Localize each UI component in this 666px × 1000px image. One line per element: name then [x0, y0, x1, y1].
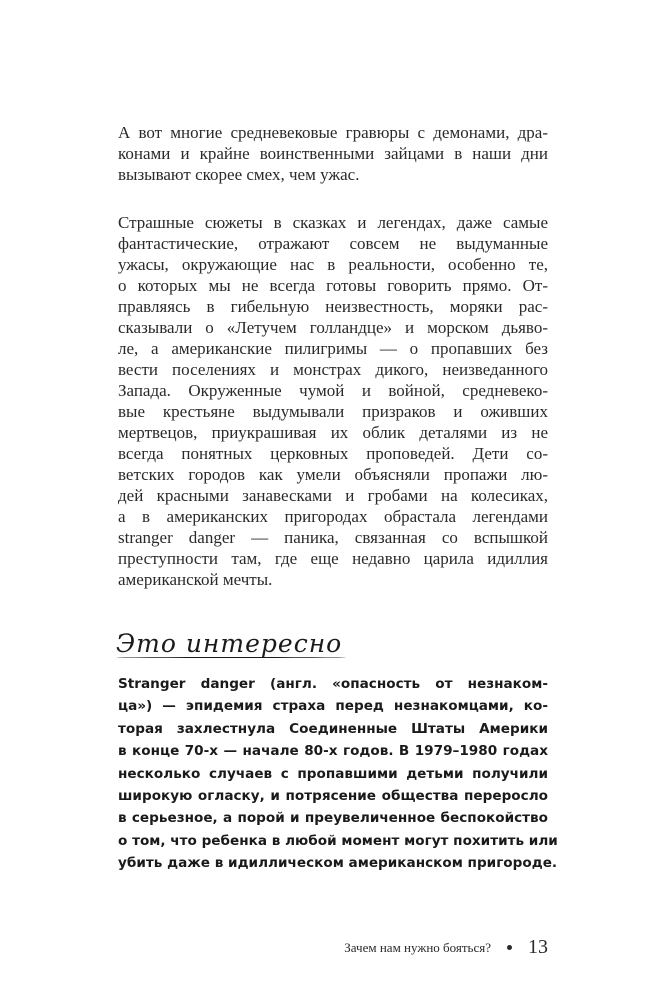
- text-line: мертвецов, приукрашивая их облик деталями из не: [118, 423, 548, 442]
- text-line: фантастические, отражают совсем не выдуманные: [118, 234, 548, 253]
- text-line: конами и крайне воинственными зайцами в наши дни: [118, 144, 548, 163]
- sidebar-heading: Это интересно: [116, 629, 343, 658]
- page-number: 13: [528, 936, 548, 958]
- text-line: всегда понятных церковных проповедей. Дети со-: [118, 444, 548, 463]
- text-line: ужасы, окружающие нас в реальности, особенно те,: [118, 255, 548, 274]
- text-line: Запада. Окруженные чумой и войной, средневеко-: [118, 381, 548, 400]
- text-line: правляясь в гибельную неизвестность, моряки рас-: [118, 297, 548, 316]
- text-line: ветских городов как умели объясняли пропажи лю-: [118, 465, 548, 484]
- text-line: ле, а американские пилигримы — о пропавших без: [118, 339, 548, 358]
- page-footer: [300, 936, 548, 959]
- text-line: ца») — эпидемия страха перед незнакомцами, ко-: [118, 698, 548, 715]
- text-line: американской мечты.: [118, 570, 273, 589]
- text-line: сказывали о «Летучем голландце» и морском дьяво-: [118, 318, 548, 337]
- text-line: о которых мы не всегда готовы говорить прямо. От-: [118, 276, 548, 295]
- text-line: дей красными занавесками и гробами на колесиках,: [118, 486, 548, 505]
- text-line: а в американских пригородах обрастала легендами: [118, 507, 548, 526]
- text-line: торая захлестнула Соединенные Штаты Америки: [118, 720, 548, 737]
- running-title: Зачем нам нужно бояться?: [344, 939, 491, 955]
- paragraph-1: [118, 122, 548, 185]
- text-line: вызывают скорее смех, чем ужас.: [118, 165, 360, 184]
- text-line: А вот многие средневековые гравюры с демонами, дра-: [118, 123, 548, 142]
- text-line: вести поселениях и монстрах дикого, неизведанного: [118, 360, 548, 379]
- text-line: в конце 70-х — начале 80-х годов. В 1979–1980 годах: [118, 743, 548, 760]
- text-line: несколько случаев с пропавшими детьми получили: [118, 765, 548, 782]
- text-line: в серьезное, а порой и преувеличенное беспокойство: [118, 810, 548, 827]
- text-line: о том, что ребенка в любой момент могут похитить или: [118, 832, 558, 849]
- text-line: вые крестьяне выдумывали призраков и оживших: [118, 402, 548, 421]
- text-line: преступности там, где еще недавно царила идиллия: [118, 549, 548, 568]
- text-line: широкую огласку, и потрясение общества переросло: [118, 787, 548, 804]
- text-line: Страшные сюжеты в сказках и легендах, даже самые: [118, 213, 548, 232]
- text-line: stranger danger — паника, связанная со вспышкой: [118, 528, 548, 547]
- paragraph-2: [118, 212, 548, 590]
- text-line: Stranger danger (англ. «опасность от незнаком-: [118, 676, 548, 692]
- text-line: убить даже в идиллическом американском пригороде.: [118, 855, 558, 872]
- sidebar-text: [118, 673, 558, 875]
- bullet-separator: [507, 945, 512, 950]
